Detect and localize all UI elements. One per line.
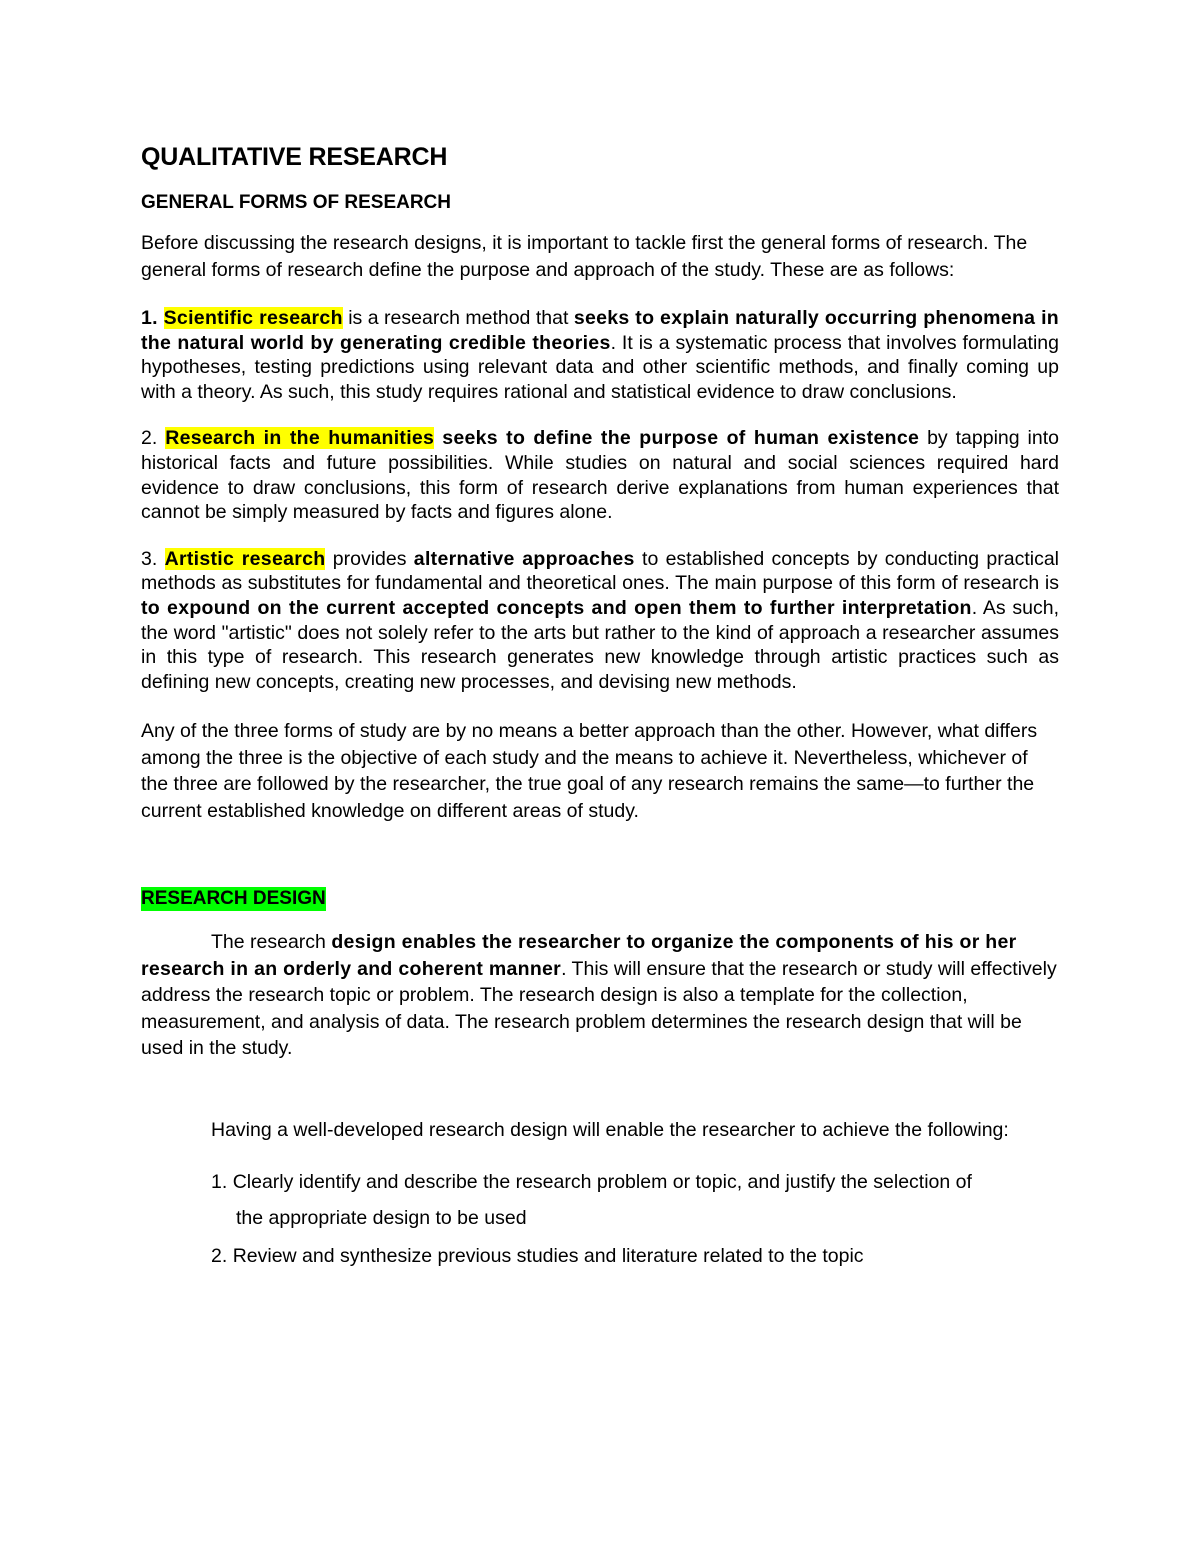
highlighted-term: Scientific research — [163, 307, 343, 329]
research-form-humanities — [141, 426, 1059, 524]
item-bold-text: seeks to define the purpose of human existence — [442, 427, 920, 450]
item-text — [434, 427, 442, 449]
list-item-number: 2. — [211, 1244, 233, 1267]
list-item-text: Clearly identify and describe the research problem or topic, and justify the selection of — [232, 1170, 972, 1193]
section-heading-research-design: RESEARCH DESIGN — [141, 888, 326, 910]
item-text: provides — [325, 547, 414, 570]
paragraph-text: . This will ensure that the research or study will effectively address the research topic or problem. The research design is also a template for the collection, measurement, and analysis of data. The research problem determines the research design that will be used in the study. — [141, 957, 1057, 1059]
item-text: . As such, the word "artistic" does not solely refer to the arts but rather to the kind of approach a researcher assumes in this type of research. This research generates new knowledge through artistic practices such as defining new concepts, creating new processes, and devising new methods. — [141, 596, 1059, 693]
item-number: 3. — [141, 547, 165, 570]
document-title: QUALITATIVE RESEARCH — [141, 143, 448, 171]
research-form-artistic — [141, 547, 1059, 695]
item-text: . It is a systematic process that involves formulating hypotheses, testing predictions using relevant data and other scientific methods, and finally coming up with a theory. As such, this study requires rational and statistical evidence to draw conclusions. — [141, 331, 1059, 403]
design-benefits-intro: Having a well-developed research design will enable the researcher to achieve the following: — [211, 1119, 1009, 1142]
design-goals-list — [141, 1164, 1059, 1274]
list-item-number: 1. — [211, 1170, 233, 1193]
closing-paragraph: Any of the three forms of study are by no means a better approach than the other. However, what differs among the three is the objective of each study and the means to achieve it. Nevertheless, whichever of the three are followed by the researcher, the true goal of any research remains the same—to further the current established knowledge on different areas of study. — [141, 720, 1038, 822]
item-bold-text: alternative approaches — [413, 547, 635, 570]
item-text: by tapping into historical facts and future possibilities. While studies on natural and social sciences required hard evidence to draw conclusions, this form of research derive explanations from human experiences that cannot be simply measured by facts and figures alone. — [141, 427, 1060, 524]
paragraph-text: The research — [211, 931, 332, 954]
list-item — [211, 1238, 1059, 1274]
list-item-text: Review and synthesize previous studies and literature related to the topic — [232, 1244, 864, 1267]
highlighted-term: Research in the humanities — [165, 427, 435, 450]
item-text: is a research method that — [342, 307, 574, 329]
list-item-continuation: the appropriate design to be used — [236, 1206, 527, 1229]
research-design-paragraph — [141, 929, 1059, 1061]
list-item — [211, 1164, 1059, 1236]
paragraph-bold-text: design enables the researcher to organize the components of his or her research in an orderly and coherent manner — [141, 931, 1017, 980]
item-bold-text: seeks to explain naturally occurring phenomena in the natural world by generating credible theories — [141, 307, 1059, 354]
item-number: 2. — [141, 427, 166, 450]
item-number: 1. — [141, 307, 164, 329]
highlighted-term: Artistic research — [164, 547, 326, 570]
item-text: to established concepts by conducting practical methods as substitutes for fundamental and theoretical ones. The main purpose of this form of research is — [141, 547, 1060, 595]
item-bold-text: to expound on the current accepted concepts and open them to further interpretation — [141, 596, 972, 619]
document-body — [141, 140, 1059, 1276]
section-heading-general-forms: GENERAL FORMS OF RESEARCH — [141, 192, 452, 213]
research-form-scientific — [141, 306, 1059, 404]
intro-paragraph: Before discussing the research designs, it is important to tackle first the general forms of research. The general forms of research define the purpose and approach of the study. These are as follows: — [141, 232, 1028, 281]
